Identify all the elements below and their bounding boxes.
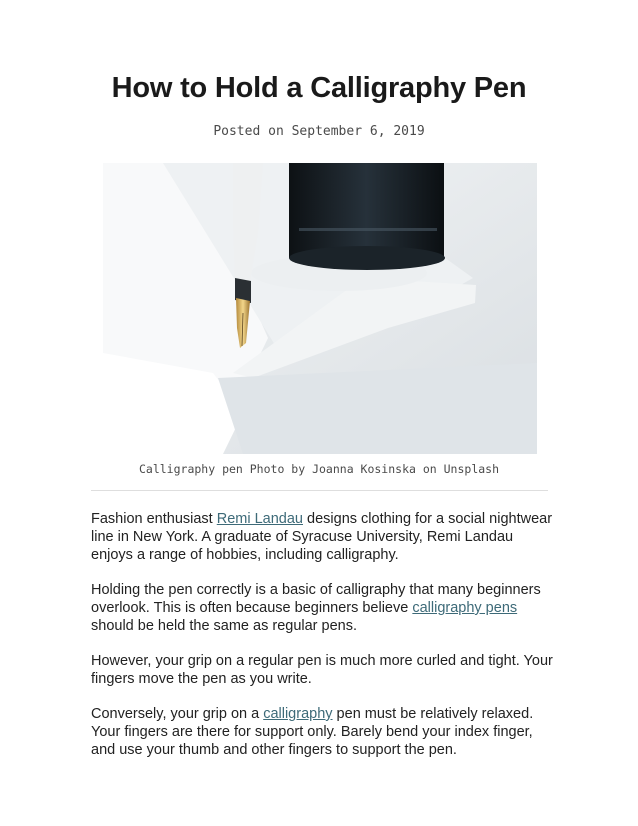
paragraph-4 [91,705,553,759]
hero-photo [103,163,537,454]
post-date: Posted on September 6, 2019 [213,124,425,139]
paragraph-1 [91,510,553,564]
article-body [91,510,553,776]
paragraph-2 [91,581,553,635]
image-caption: Calligraphy pen Photo by Joanna Kosinska on Unsplash [138,462,500,476]
paragraph-text: Conversely, your grip on a [91,706,264,722]
paragraph-text: Fashion enthusiast [91,511,217,527]
paragraph-text: pen must be relatively relaxed. Your fingers are there for support only. Barely bend your index finger, and use your thumb and other fingers to support the pen. [91,706,534,758]
calligraphy-pens-link[interactable]: calligraphy pens [412,600,518,616]
calligraphy-link[interactable]: calligraphy [263,706,333,722]
paragraph-text: designs clothing for a social nightwear line in New York. A graduate of Syracuse University, Remi Landau enjoys a range of hobbies, including calligraphy. [91,511,553,563]
paragraph-text: Holding the pen correctly is a basic of calligraphy that many beginners overlook. This is often because beginners believe [91,582,541,616]
divider [91,490,548,491]
paragraph-3: However, your grip on a regular pen is much more curled and tight. Your fingers move the pen as you write. [91,653,553,687]
paragraph-text: should be held the same as regular pens. [91,618,358,634]
calligraphy-pen-image [103,163,537,454]
remi-landau-link[interactable]: Remi Landau [216,511,303,527]
page-title: How to Hold a Calligraphy Pen [111,72,527,104]
